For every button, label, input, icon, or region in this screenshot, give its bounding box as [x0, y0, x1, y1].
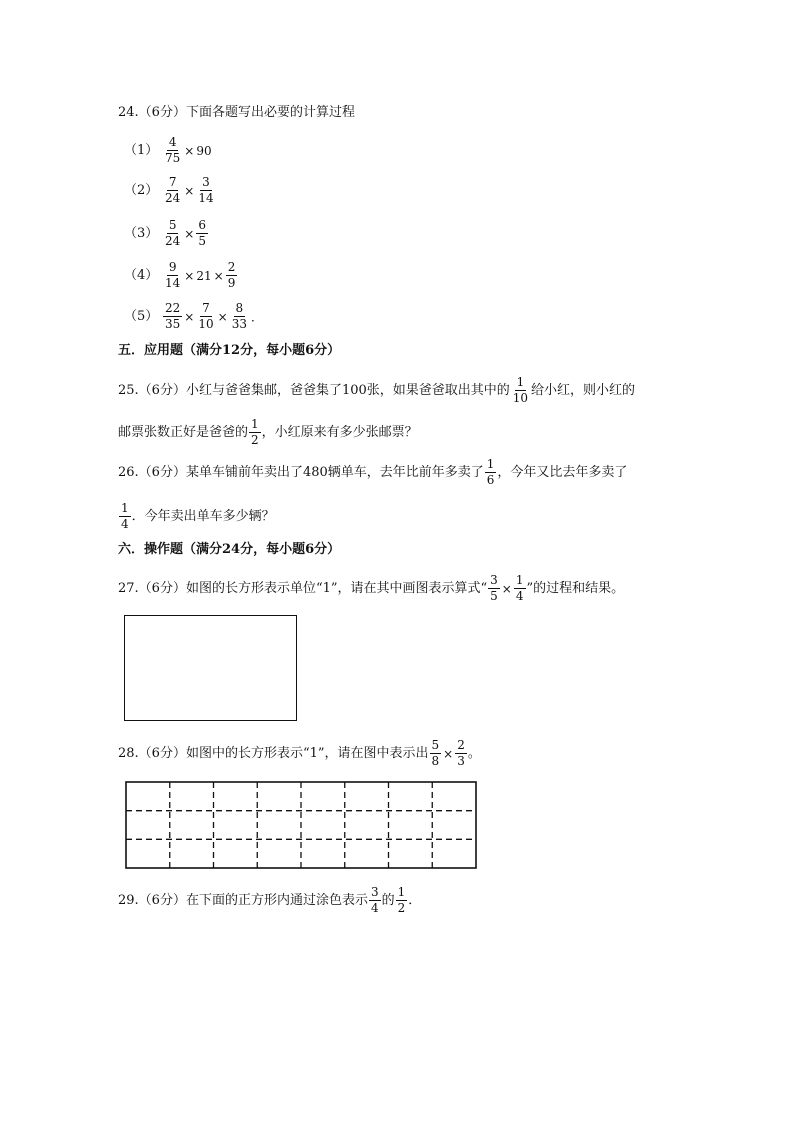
q24-fraction: $\frac{4}{75}$	[165, 135, 181, 165]
q24-item	[124, 261, 238, 290]
q25-text-b: 给小红，则小红的	[531, 383, 636, 398]
q24-item-label: （5）	[124, 309, 159, 324]
q28-fraction-2: $\frac{2}{3}$	[457, 738, 465, 768]
q27-fraction-1: $\frac{3}{5}$	[490, 573, 498, 603]
q26-text-c: ．今年卖出单车多少辆？	[131, 509, 275, 524]
q29-line	[118, 886, 421, 915]
q24-fraction: $\frac{5}{24}$	[165, 218, 181, 248]
q24-item-label: （3）	[124, 226, 159, 241]
q25-line1	[118, 376, 635, 405]
q24-item	[124, 136, 213, 165]
times-sign: ×	[184, 309, 195, 324]
q24-item-label: （4）	[124, 268, 159, 283]
q28-grid-rectangle[interactable]	[124, 780, 478, 870]
q27-times-sign: ×	[501, 581, 512, 596]
q24-term: 21	[196, 268, 212, 283]
q28-line	[118, 739, 481, 768]
q25-text-a: 25.（6分）小红与爸爸集邮，爸爸集了100张，如果爸爸取出其中的	[118, 383, 510, 398]
q24-term: 90	[196, 143, 212, 158]
q27-unit-rectangle[interactable]	[124, 615, 297, 721]
q27-line	[118, 574, 624, 603]
q24-fraction: $\frac{7}{10}$	[198, 301, 214, 331]
q24-item-label: （1）	[124, 143, 159, 158]
q25-text-c: 邮票张数正好是爸爸的	[118, 425, 249, 440]
q24-item	[124, 176, 217, 205]
q25-text-d: ，小红原来有多少张邮票？	[261, 425, 418, 440]
q24-fraction: $\frac{7}{24}$	[165, 175, 181, 205]
q29-fraction-2: $\frac{1}{2}$	[397, 885, 406, 915]
q28-fraction-1: $\frac{5}{8}$	[431, 738, 440, 768]
section6-heading: 六．操作题（满分24分，每小题6分）	[118, 542, 341, 557]
q24-item	[124, 302, 264, 331]
times-sign: ×	[184, 226, 195, 241]
q25-fraction-2: $\frac{1}{2}$	[251, 417, 259, 447]
q29-fraction-1: $\frac{3}{4}$	[370, 885, 379, 915]
q24-fraction: $\frac{9}{14}$	[165, 260, 181, 290]
q24-fraction: $\frac{22}{35}$	[165, 301, 181, 331]
q28-text-a: 28.（6分）如图中的长方形表示“1”，请在图中表示出	[118, 746, 429, 761]
q24-item	[124, 219, 209, 248]
section5-heading: 五．应用题（满分12分，每小题6分）	[118, 343, 341, 358]
q29-text-b: ．	[408, 893, 422, 908]
q29-text-a: 29.（6分）在下面的正方形内通过涂色表示	[118, 893, 368, 908]
q24-term: ．	[250, 309, 263, 324]
times-sign: ×	[217, 309, 228, 324]
q24-fraction: $\frac{3}{14}$	[198, 175, 214, 205]
q26-fraction-2: $\frac{1}{4}$	[121, 501, 129, 531]
times-sign: ×	[184, 143, 195, 158]
q26-text-a: 26.（6分）某单车铺前年卖出了480辆单车，去年比前年多卖了	[118, 465, 484, 480]
q26-fraction-1: $\frac{1}{6}$	[486, 457, 495, 487]
q24-fraction: $\frac{6}{5}$	[198, 218, 206, 248]
q28-times-sign: ×	[443, 746, 454, 761]
q27-text-a: 27.（6分）如图的长方形表示单位“1”，请在其中画图表示算式“	[118, 581, 488, 596]
times-sign: ×	[213, 268, 224, 283]
q24-fraction: $\frac{8}{33}$	[231, 301, 247, 331]
q29-text-mid: 的	[381, 893, 395, 908]
q24-fraction: $\frac{2}{9}$	[227, 260, 236, 290]
q26-text-b: ，今年又比去年多卖了	[497, 465, 628, 480]
q24-title: 24.（6分）下面各题写出必要的计算过程	[118, 105, 355, 120]
q25-fraction-1: $\frac{1}{10}$	[512, 375, 529, 405]
q24-item-label: （2）	[124, 183, 159, 198]
times-sign: ×	[184, 268, 195, 283]
times-sign: ×	[184, 183, 195, 198]
q28-text-b: 。	[467, 746, 481, 761]
q27-text-b: ”的过程和结果。	[526, 581, 625, 596]
q26-line1	[118, 458, 627, 487]
q27-fraction-2: $\frac{1}{4}$	[515, 573, 524, 603]
q25-line2	[118, 418, 418, 447]
q26-line2	[118, 502, 275, 531]
